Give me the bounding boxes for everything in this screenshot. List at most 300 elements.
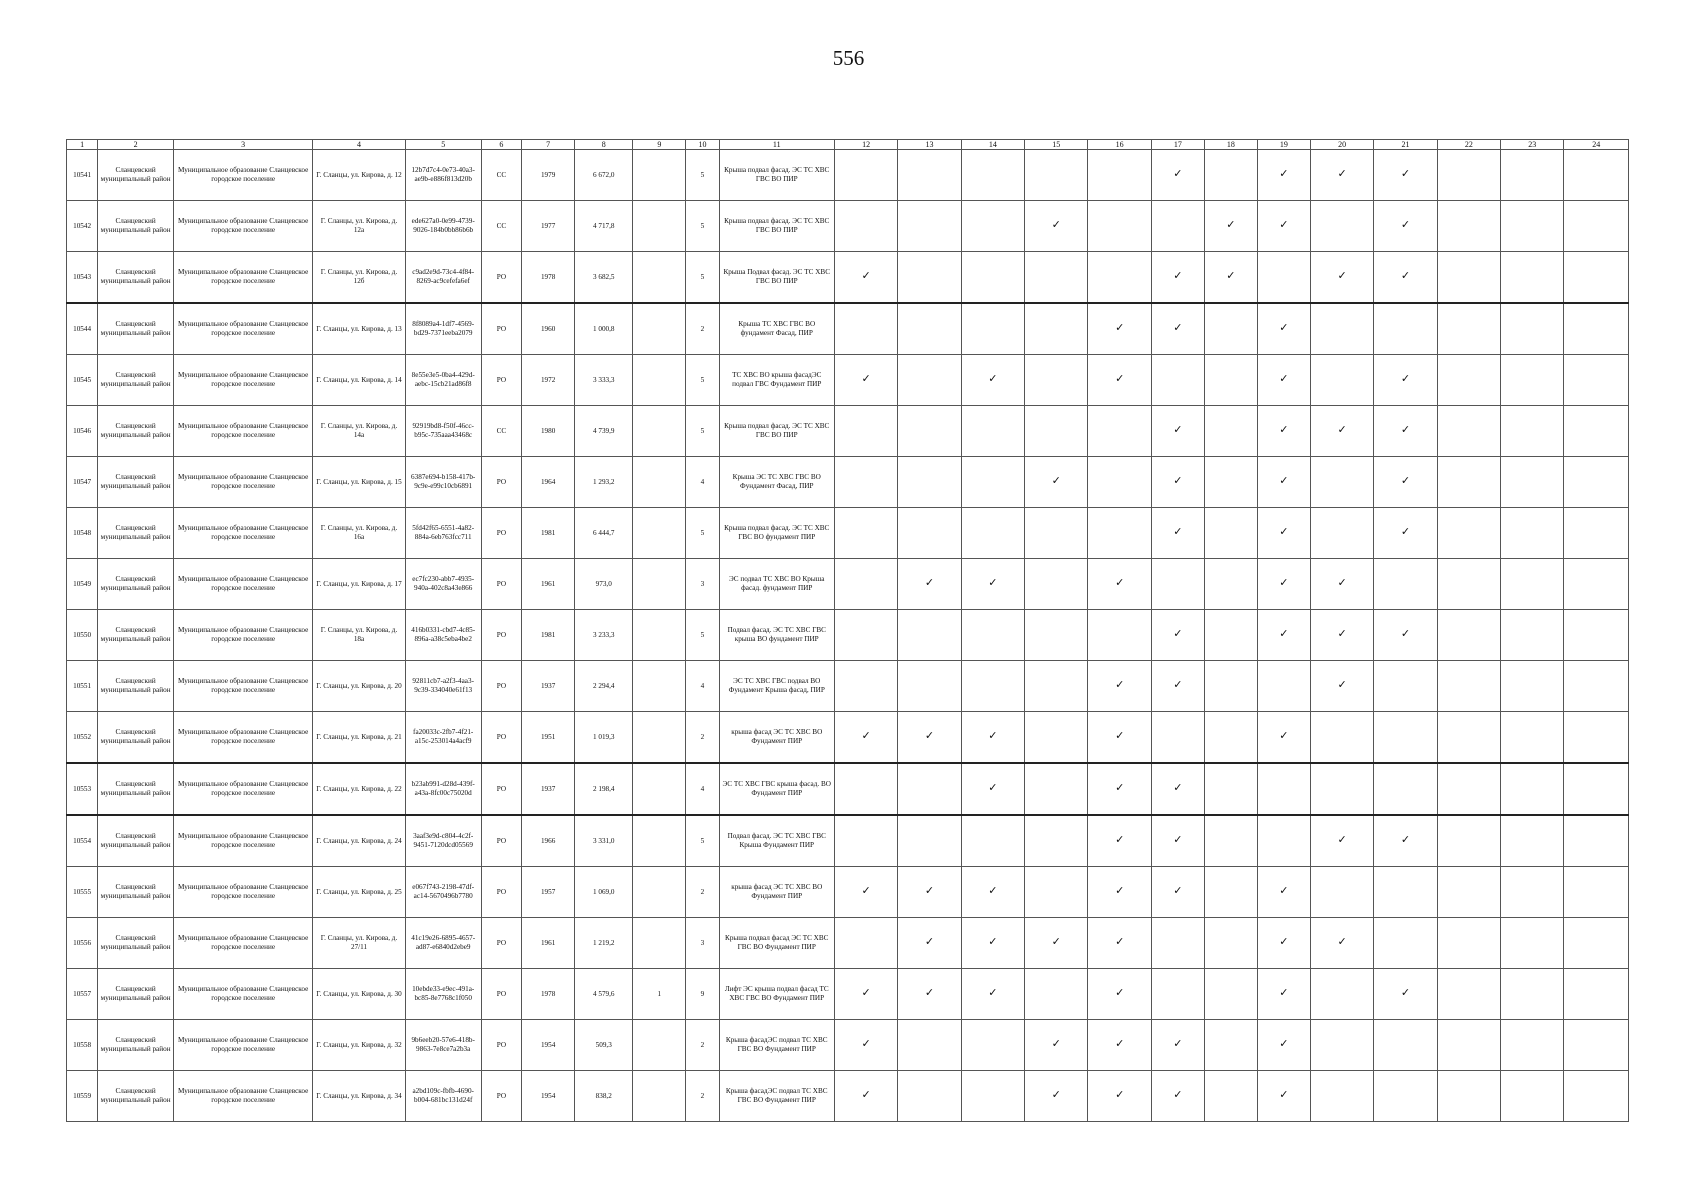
table-row [67,457,1629,508]
col10-cell: 5 [686,252,719,304]
row-number: 10544 [67,303,98,355]
column-header: 17 [1151,140,1204,150]
table-row [67,867,1629,918]
guid-cell: ede627a0-0e99-4739-9026-184b0bb86b6b [405,201,481,252]
check-mark-icon: ✓ [1400,628,1411,641]
municipality-cell: Муниципальное образование Сланцевское городское поселение [174,355,313,406]
col9-cell [633,355,686,406]
address-cell: Г. Сланцы, ул. Кирова, д. 14 [313,355,405,406]
work-flag-cell [834,406,897,457]
work-flag-cell [1310,815,1373,867]
district-cell: Сланцевский муниципальный район [98,918,174,969]
area-cell: 1 219,2 [575,918,633,969]
work-flag-cell [834,918,897,969]
work-flag-cell [1564,457,1629,508]
work-flag-cell [1025,355,1088,406]
year-cell: 1978 [522,969,575,1020]
work-flag-cell [1257,1071,1310,1122]
work-flag-cell [898,712,961,764]
work-flag-cell [1564,918,1629,969]
work-flag-cell [1204,1020,1257,1071]
column-header: 20 [1310,140,1373,150]
ownership-type-cell: РО [481,355,522,406]
work-flag-cell [1310,763,1373,815]
work-flag-cell [1501,1020,1564,1071]
work-flag-cell [1025,763,1088,815]
check-mark-icon: ✓ [1279,526,1289,539]
address-cell: Г. Сланцы, ул. Кирова, д. 24 [313,815,405,867]
work-flag-cell [961,763,1024,815]
works-cell: ЭС подвал ТС ХВС ВО Крыша фасад. фундамент ПИР [719,559,834,610]
municipality-cell: Муниципальное образование Сланцевское городское поселение [174,201,313,252]
check-mark-icon: ✓ [988,987,998,1000]
col9-cell [633,150,686,201]
work-flag-cell [1564,712,1629,764]
work-flag-cell [1501,150,1564,201]
col9-cell [633,508,686,559]
work-flag-cell [1437,1020,1500,1071]
work-flag-cell [898,918,961,969]
table-row [67,201,1629,252]
work-flag-cell [1257,201,1310,252]
work-flag-cell [1374,355,1437,406]
work-flag-cell [1151,867,1204,918]
column-header: 4 [313,140,405,150]
municipality-cell: Муниципальное образование Сланцевское городское поселение [174,457,313,508]
table-row [67,508,1629,559]
work-flag-cell [1151,508,1204,559]
work-flag-cell [1088,457,1151,508]
check-mark-icon: ✓ [1051,475,1061,488]
work-flag-cell [1564,1071,1629,1122]
work-flag-cell [961,508,1024,559]
work-flag-cell [1025,457,1088,508]
col10-cell: 5 [686,406,719,457]
check-mark-icon: ✓ [1400,475,1411,488]
col10-cell: 9 [686,969,719,1020]
ownership-type-cell: РО [481,1020,522,1071]
work-flag-cell [834,969,897,1020]
table-body [67,150,1629,1122]
work-flag-cell [1310,201,1373,252]
area-cell: 1 000,8 [575,303,633,355]
work-flag-cell [1257,559,1310,610]
check-mark-icon: ✓ [1115,834,1125,847]
check-mark-icon: ✓ [1115,885,1125,898]
area-cell: 3 333,3 [575,355,633,406]
district-cell: Сланцевский муниципальный район [98,1071,174,1122]
work-flag-cell [1310,508,1373,559]
work-flag-cell [1437,201,1500,252]
col10-cell: 3 [686,918,719,969]
works-cell: Крыша подвал фасад. ЭС ТС ХВС ГВС ВО ПИР [719,150,834,201]
col9-cell [633,815,686,867]
work-flag-cell [1501,201,1564,252]
address-cell: Г. Сланцы, ул. Кирова, д. 32 [313,1020,405,1071]
check-mark-icon: ✓ [1400,270,1411,283]
address-cell: Г. Сланцы, ул. Кирова, д. 20 [313,661,405,712]
work-flag-cell [1564,815,1629,867]
work-flag-cell [1088,712,1151,764]
check-mark-icon: ✓ [1173,1089,1183,1102]
check-mark-icon: ✓ [1173,1038,1183,1051]
works-cell: Крыша фасадЭС подвал ТС ХВС ГВС ВО Фундамент ПИР [719,1071,834,1122]
row-number: 10553 [67,763,98,815]
work-flag-cell [1204,661,1257,712]
address-cell: Г. Сланцы, ул. Кирова, д. 14а [313,406,405,457]
work-flag-cell [1310,867,1373,918]
work-flag-cell [961,815,1024,867]
year-cell: 1981 [522,610,575,661]
check-mark-icon: ✓ [861,1038,871,1051]
table-row [67,712,1629,764]
work-flag-cell [1501,406,1564,457]
row-number: 10541 [67,150,98,201]
work-flag-cell [1204,559,1257,610]
row-number: 10549 [67,559,98,610]
work-flag-cell [1204,815,1257,867]
work-flag-cell [1437,559,1500,610]
check-mark-icon: ✓ [1115,1038,1125,1051]
work-flag-cell [1204,150,1257,201]
check-mark-icon: ✓ [1115,577,1125,590]
work-flag-cell [1151,815,1204,867]
work-flag-cell [1374,712,1437,764]
check-mark-icon: ✓ [1115,730,1125,743]
column-header: 14 [961,140,1024,150]
work-flag-cell [1437,867,1500,918]
col10-cell: 4 [686,457,719,508]
row-number: 10548 [67,508,98,559]
work-flag-cell [1088,406,1151,457]
district-cell: Сланцевский муниципальный район [98,406,174,457]
check-mark-icon: ✓ [1115,322,1125,335]
work-flag-cell [1501,969,1564,1020]
works-cell: Крыша подвал фасад. ЭС ТС ХВС ГВС ВО ПИР [719,406,834,457]
work-flag-cell [961,969,1024,1020]
work-flag-cell [898,661,961,712]
work-flag-cell [898,252,961,304]
work-flag-cell [1437,610,1500,661]
col10-cell: 5 [686,201,719,252]
column-header: 18 [1204,140,1257,150]
work-flag-cell [1501,763,1564,815]
check-mark-icon: ✓ [861,885,871,898]
check-mark-icon: ✓ [1173,168,1183,181]
work-flag-cell [1374,1020,1437,1071]
municipality-cell: Муниципальное образование Сланцевское городское поселение [174,969,313,1020]
works-cell: ТС ХВС ВО крыша фасадЭС подвал ГВС Фундамент ПИР [719,355,834,406]
row-number: 10552 [67,712,98,764]
district-cell: Сланцевский муниципальный район [98,610,174,661]
check-mark-icon: ✓ [1279,730,1289,743]
work-flag-cell [898,1071,961,1122]
municipality-cell: Муниципальное образование Сланцевское городское поселение [174,610,313,661]
work-flag-cell [1088,150,1151,201]
year-cell: 1937 [522,661,575,712]
address-cell: Г. Сланцы, ул. Кирова, д. 12б [313,252,405,304]
district-cell: Сланцевский муниципальный район [98,457,174,508]
district-cell: Сланцевский муниципальный район [98,303,174,355]
municipality-cell: Муниципальное образование Сланцевское городское поселение [174,712,313,764]
check-mark-icon: ✓ [1279,1038,1289,1051]
check-mark-icon: ✓ [1173,526,1183,539]
works-cell: Лифт ЭС крыша подвал фасад ТС ХВС ГВС ВО Фундамент ПИР [719,969,834,1020]
check-mark-icon: ✓ [1337,679,1347,692]
check-mark-icon: ✓ [1051,1038,1061,1051]
work-flag-cell [1310,252,1373,304]
column-header: 24 [1564,140,1629,150]
work-flag-cell [1437,252,1500,304]
work-flag-cell [1025,712,1088,764]
guid-cell: 41c19e26-6895-4657-ad87-e6840d2ebe9 [405,918,481,969]
address-cell: Г. Сланцы, ул. Кирова, д. 12 [313,150,405,201]
row-number: 10550 [67,610,98,661]
work-flag-cell [1088,508,1151,559]
work-flag-cell [961,252,1024,304]
ownership-type-cell: РО [481,918,522,969]
work-flag-cell [834,867,897,918]
check-mark-icon: ✓ [861,987,871,1000]
row-number: 10545 [67,355,98,406]
municipality-cell: Муниципальное образование Сланцевское городское поселение [174,1020,313,1071]
work-flag-cell [1437,150,1500,201]
address-cell: Г. Сланцы, ул. Кирова, д. 16а [313,508,405,559]
work-flag-cell [961,1071,1024,1122]
col9-cell [633,763,686,815]
check-mark-icon: ✓ [988,782,998,795]
work-flag-cell [1257,508,1310,559]
work-flag-cell [1310,303,1373,355]
work-flag-cell [1257,457,1310,508]
district-cell: Сланцевский муниципальный район [98,763,174,815]
municipality-cell: Муниципальное образование Сланцевское городское поселение [174,150,313,201]
table-row [67,815,1629,867]
work-flag-cell [898,815,961,867]
check-mark-icon: ✓ [1173,834,1183,847]
check-mark-icon: ✓ [1279,168,1289,181]
col9-cell: 1 [633,969,686,1020]
work-flag-cell [834,763,897,815]
check-mark-icon: ✓ [1051,1089,1061,1102]
work-flag-cell [1374,559,1437,610]
work-flag-cell [961,406,1024,457]
work-flag-cell [1257,763,1310,815]
work-flag-cell [961,457,1024,508]
area-cell: 3 331,0 [575,815,633,867]
work-flag-cell [1374,457,1437,508]
col10-cell: 2 [686,867,719,918]
table-row [67,763,1629,815]
check-mark-icon: ✓ [1115,782,1125,795]
work-flag-cell [1088,661,1151,712]
check-mark-icon: ✓ [1226,219,1236,232]
year-cell: 1957 [522,867,575,918]
work-flag-cell [1374,1071,1437,1122]
col9-cell [633,303,686,355]
work-flag-cell [1501,457,1564,508]
check-mark-icon: ✓ [1400,219,1411,232]
work-flag-cell [1204,918,1257,969]
work-flag-cell [1437,815,1500,867]
district-cell: Сланцевский муниципальный район [98,355,174,406]
check-mark-icon: ✓ [924,987,935,1000]
work-flag-cell [1501,610,1564,661]
table-row [67,1020,1629,1071]
work-flag-cell [1437,918,1500,969]
check-mark-icon: ✓ [1337,936,1347,949]
year-cell: 1951 [522,712,575,764]
work-flag-cell [1501,712,1564,764]
work-flag-cell [1204,969,1257,1020]
table-row [67,661,1629,712]
col10-cell: 5 [686,508,719,559]
check-mark-icon: ✓ [1173,424,1183,437]
check-mark-icon: ✓ [1279,424,1289,437]
col10-cell: 2 [686,1071,719,1122]
guid-cell: 3aaf3e9d-c804-4c2f-9451-7120dcd05569 [405,815,481,867]
column-header: 8 [575,140,633,150]
col9-cell [633,1020,686,1071]
column-header: 10 [686,140,719,150]
ownership-type-cell: СС [481,150,522,201]
works-cell: крыша фасад ЭС ТС ХВС ВО Фундамент ПИР [719,712,834,764]
work-flag-cell [961,303,1024,355]
year-cell: 1980 [522,406,575,457]
work-flag-cell [1501,918,1564,969]
check-mark-icon: ✓ [1279,322,1289,335]
work-flag-cell [1151,252,1204,304]
year-cell: 1961 [522,559,575,610]
col9-cell [633,252,686,304]
work-flag-cell [1025,1020,1088,1071]
column-header: 12 [834,140,897,150]
row-number: 10558 [67,1020,98,1071]
area-cell: 1 293,2 [575,457,633,508]
work-flag-cell [1088,201,1151,252]
table-row [67,355,1629,406]
work-flag-cell [1025,406,1088,457]
work-flag-cell [1501,508,1564,559]
table-row [67,150,1629,201]
address-cell: Г. Сланцы, ул. Кирова, д. 17 [313,559,405,610]
row-number: 10554 [67,815,98,867]
work-flag-cell [898,969,961,1020]
works-cell: ЭС ТС ХВС ГВС подвал ВО Фундамент Крыша фасад, ПИР [719,661,834,712]
work-flag-cell [898,457,961,508]
work-flag-cell [1374,406,1437,457]
work-flag-cell [961,355,1024,406]
district-cell: Сланцевский муниципальный район [98,252,174,304]
work-flag-cell [1310,1071,1373,1122]
work-flag-cell [834,303,897,355]
ownership-type-cell: РО [481,303,522,355]
col10-cell: 3 [686,559,719,610]
year-cell: 1966 [522,815,575,867]
work-flag-cell [1310,969,1373,1020]
address-cell: Г. Сланцы, ул. Кирова, д. 12а [313,201,405,252]
work-flag-cell [1564,406,1629,457]
col10-cell: 5 [686,610,719,661]
work-flag-cell [1374,918,1437,969]
col10-cell: 5 [686,355,719,406]
work-flag-cell [898,559,961,610]
guid-cell: 10ebde33-e9ec-491a-bc85-8e7768c1f050 [405,969,481,1020]
work-flag-cell [1501,303,1564,355]
guid-cell: 8e55e3e5-0ba4-429d-aebc-15cb21ad86f8 [405,355,481,406]
ownership-type-cell: РО [481,252,522,304]
work-flag-cell [898,867,961,918]
work-flag-cell [834,201,897,252]
check-mark-icon: ✓ [924,577,935,590]
table-row [67,252,1629,304]
work-flag-cell [1310,918,1373,969]
work-flag-cell [898,763,961,815]
check-mark-icon: ✓ [1337,834,1347,847]
page-number: 556 [832,46,865,70]
row-number: 10546 [67,406,98,457]
work-flag-cell [898,508,961,559]
work-flag-cell [1501,815,1564,867]
check-mark-icon: ✓ [1173,628,1183,641]
year-cell: 1960 [522,303,575,355]
check-mark-icon: ✓ [1400,987,1411,1000]
column-header: 3 [174,140,313,150]
check-mark-icon: ✓ [1051,936,1061,949]
col9-cell [633,559,686,610]
check-mark-icon: ✓ [1279,936,1289,949]
work-flag-cell [1025,969,1088,1020]
work-flag-cell [961,610,1024,661]
check-mark-icon: ✓ [861,1089,871,1102]
municipality-cell: Муниципальное образование Сланцевское городское поселение [174,406,313,457]
work-flag-cell [1025,559,1088,610]
column-header: 5 [405,140,481,150]
column-header: 6 [481,140,522,150]
district-cell: Сланцевский муниципальный район [98,969,174,1020]
work-flag-cell [1501,559,1564,610]
work-flag-cell [1564,252,1629,304]
work-flag-cell [1374,969,1437,1020]
work-flag-cell [1374,867,1437,918]
year-cell: 1937 [522,763,575,815]
work-flag-cell [1025,867,1088,918]
ownership-type-cell: РО [481,661,522,712]
work-flag-cell [1564,1020,1629,1071]
work-flag-cell [1088,1020,1151,1071]
check-mark-icon: ✓ [1279,373,1289,386]
work-flag-cell [1310,406,1373,457]
work-flag-cell [898,406,961,457]
work-flag-cell [1564,969,1629,1020]
check-mark-icon: ✓ [861,270,871,283]
address-cell: Г. Сланцы, ул. Кирова, д. 30 [313,969,405,1020]
work-flag-cell [834,457,897,508]
district-cell: Сланцевский муниципальный район [98,201,174,252]
work-flag-cell [1025,610,1088,661]
work-flag-cell [1437,303,1500,355]
work-flag-cell [898,303,961,355]
work-flag-cell [1088,815,1151,867]
check-mark-icon: ✓ [1173,885,1183,898]
check-mark-icon: ✓ [1400,168,1411,181]
year-cell: 1981 [522,508,575,559]
works-cell: Крыша ТС ХВС ГВС ВО фундамент Фасад, ПИР [719,303,834,355]
work-flag-cell [1564,661,1629,712]
municipality-cell: Муниципальное образование Сланцевское городское поселение [174,559,313,610]
check-mark-icon: ✓ [1115,1089,1125,1102]
work-flag-cell [1204,610,1257,661]
